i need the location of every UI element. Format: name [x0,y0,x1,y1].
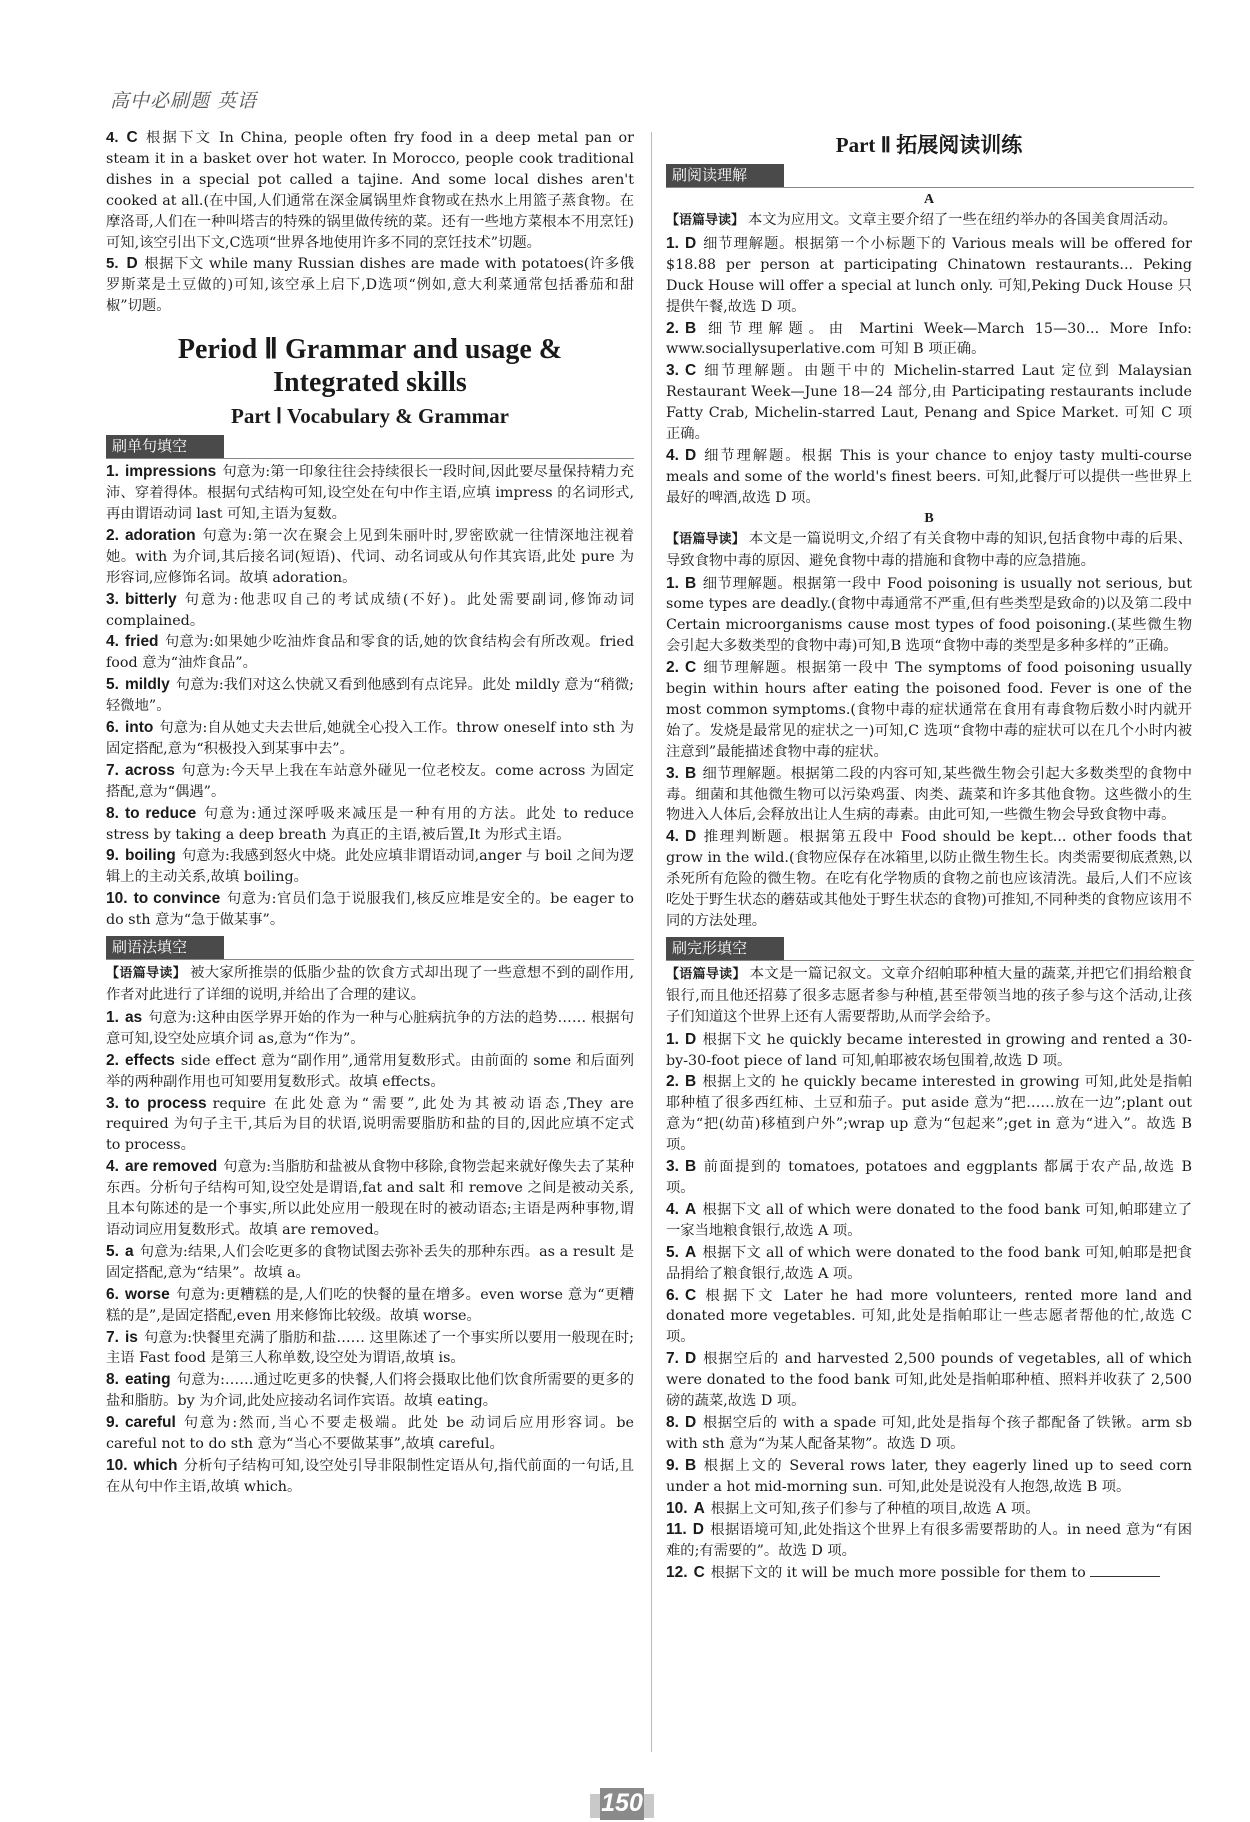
answer-entry [106,128,634,253]
item-number: 8. [106,804,119,822]
item-number: 4. [106,1158,119,1176]
explanation: 根据上文可知,孩子们参与了种植的项目,故选 A 项。 [710,1500,1040,1517]
answer-entry [106,1413,634,1455]
answer-entry [666,827,1192,932]
answer-key: D [684,1030,697,1048]
answer-key: A [684,1243,697,1261]
answer-key: B [684,1158,697,1176]
item-number: 10. [666,1499,688,1517]
answer-key: C [684,362,697,380]
guide-label: 【语篇导读】 [666,966,746,982]
answer-key: C [684,1286,697,1304]
section-grammar-fill: 刷语法填空 [106,936,224,959]
answer-key: boiling [124,847,176,865]
explanation: 句意为:第一次在聚会上见到朱丽叶时,罗密欧就一往情深地注视着她。with 为介词,其后接名词(短语)、代词、动名词或从句作其宾语,此处 pure 为形容词,应修饰名词。故填 adoration。 [106,527,634,586]
explanation: 句意为:通过深呼吸来减压是一种有用的方法。此处 to reduce stress by taking a deep breath 为真正的主语,被后置,It 为形式主语。 [106,805,634,843]
explanation: 句意为:更糟糕的是,人们吃的快餐的量在增多。even worse 意为“更糟糕的是”,是固定搭配,even 用来修饰比较级。故填 worse。 [106,1286,634,1324]
answer-entry [106,761,634,803]
item-number: 3. [106,1094,119,1112]
answer-key: is [124,1328,138,1346]
answer-key: D [684,446,697,464]
answer-key: C [126,129,138,146]
answer-key: D [692,1521,704,1539]
answer-entry [666,319,1192,361]
item-number: 7. [106,761,119,779]
answer-entry [106,675,634,717]
answer-key: worse [124,1285,170,1303]
guide-label: 【语篇导读】 [106,966,187,982]
answer-entry [666,658,1192,763]
answer-entry [666,1200,1192,1242]
explanation: 句意为:第一印象往往会持续很长一段时间,因此要尽量保持精力充沛、穿着得体。根据句式结构可知,设空处在句中作主语,应填 impress 的名词形式,再由谓语动词 last 可知,主语为复数。 [106,464,634,522]
item-number: 4. [666,828,679,846]
explanation: 句意为:如果她少吃油炸食品和零食的话,她的饮食结构会有所改观。fried food 意为“油炸食品”。 [106,634,634,672]
answer-entry [106,1456,634,1498]
answer-entry [106,254,634,317]
column-divider [651,132,652,1752]
explanation: 细节理解题。由 Martini Week—March 15—30... More Info: www.sociallysuperlative.com 可知 B 项正确。 [666,320,1192,358]
explanation: 根据下文 while many Russian dishes are made with potatoes(许多俄罗斯菜是土豆做的)可知,该空承上启下,D选项“例如,意大利菜通常包括番茄和甜椒”切题。 [106,256,634,315]
answer-key: a [124,1242,134,1260]
answer-key: B [684,1073,697,1091]
explanation: 细节理解题。根据第一个小标题下的 Various meals will be offered for $18.88 per person at participating Chinatown restaurants... Peking Duck House will offer a special at lunch only. 可知,Peking Duck House 只提供午餐,故选 D 项。 [666,235,1192,315]
answer-key: C [693,1564,705,1582]
answer-key: to process [124,1094,207,1112]
item-number: 6. [106,719,119,737]
answer-key: A [684,1200,697,1218]
answer-key: D [684,1413,697,1431]
answer-entry [666,1030,1192,1072]
item-number: 3. [666,1158,679,1176]
answer-key: to reduce [124,804,197,822]
item-number: 12. [666,1564,688,1582]
answer-entry [666,1520,1192,1562]
answer-key: D [684,828,697,846]
answer-entry [106,1008,634,1050]
explanation: 根据下文 In China, people often fry food in a deep metal pan or steam it in a basket over hot water. In Morocco, people cook traditional dishes in a special pot called a tajine. And some local dishes aren't cooked at all.(在中国,人们通常在深金属锅里炸食物或在热水上用篮子蒸食物。在摩洛哥,人们在一种叫塔吉的特殊的锅里做传统的菜。还有一些地方菜根本不用烹饪)可知,该空引出下文,C选项“世界各地使用许多不同的烹饪技术”切题。 [106,130,634,251]
answer-entry [666,1286,1192,1349]
explanation: 前面提到的 tomatoes, potatoes and eggplants 都属于农产品,故选 B 项。 [666,1159,1192,1196]
explanation: 句意为:我们对这么快就又看到他感到有点诧异。此处 mildly 意为“稍微;轻微地”。 [106,677,634,715]
answer-entry [666,764,1192,827]
item-number: 2. [666,1073,679,1091]
answer-entry [106,590,634,632]
explanation: 根据下文 Later he had more volunteers, rented more land and donated more vegetables. 可知,此处是指帕耶让一些志愿者帮他的忙,故选 C 项。 [666,1287,1192,1346]
answer-entry [106,1242,634,1284]
answer-entry [106,526,634,589]
explanation: 句意为:他悲叹自己的考试成绩(不好)。此处需要副词,修饰动词 complained。 [106,591,634,629]
answer-entry [106,1157,634,1241]
answer-entry [666,234,1192,318]
answer-key: A [693,1499,705,1517]
explanation: 句意为:我感到怒火中烧。此处应填非谓语动词,anger 与 boil 之间为逻辑上的主动关系,故填 boiling。 [106,848,634,886]
item-number: 4. [106,129,119,146]
item-number: 4. [666,1200,679,1218]
item-number: 7. [106,1328,119,1346]
item-number: 8. [666,1413,679,1431]
item-number: 3. [666,362,679,380]
explanation: 根据空后的 with a spade 可知,此处是指每个孩子都配备了铁锹。arm sb with sth 意为“为某人配备某物”。故选 D 项。 [666,1414,1192,1452]
answer-entry [106,889,634,931]
explanation: 根据上文的 he quickly became interested in growing 可知,此处是指帕耶种植了很多西红柿、土豆和茄子。put aside 意为“把……放在一边”;plant out 意为“把(幼苗)移植到户外”;wrap up 意为“包起来”;get in 意为“进入”。故选 B 项。 [666,1074,1192,1154]
answer-key: fried [124,633,159,651]
item-number: 9. [106,1414,119,1432]
item-number: 4. [666,446,679,464]
answer-entry [666,1413,1192,1455]
answer-key: D [684,1350,697,1368]
item-number: 9. [666,1456,679,1474]
explanation: 细节理解题。根据第一段中 The symptoms of food poisoning usually begin within hours after eating the poisoned food. Fever is one of the most common symptoms.(食物中毒的症状通常在食用有毒食物后数小时内就开始了。发烧是最常见的症状之一)可知,C 选项“食物中毒的症状可以在几个小时内被注意到”最能描述食物中毒的症状。 [666,660,1192,760]
explanation: 细节理解题。根据第一段中 Food poisoning is usually not serious, but some types are deadly.(食物中毒通常不严重,但有些类型是致命的)以及第二段中 Certain microorganisms cause most types of food poisoning.(某些微生物会引起大多数类型的食物中毒)可知,B 选项“食物中毒的类型是多种多样的”正确。 [666,575,1192,655]
answer-key: B [684,1456,697,1474]
explanation: 推理判断题。根据第五段中 Food should be kept... other foods that grow in the wild.(食物应保存在冰箱里,以防止微生物生长。肉类需要彻底煮熟,以杀死所有危险的微生物。在吃有化学物质的食物之前也应该清洗。最后,人们不应该吃处于野生状态的蘑菇或其他处于野生状态的食物)可推知,不同种类的食物应该用不同的方法处理。 [666,829,1192,929]
item-number: 5. [106,1242,119,1260]
answer-key: adoration [124,526,196,544]
explanation: 句意为:结果,人们会吃更多的食物试图去弥补丢失的那种东西。as a result 是固定搭配,意为“结果”。故填 a。 [106,1243,634,1281]
page-number-badge [590,1788,654,1822]
explanation: 句意为:官员们急于说服我们,核反应堆是安全的。be eager to do sth 意为“急于做某事”。 [106,891,634,929]
section-sentence-fill: 刷单句填空 [106,435,224,458]
item-number: 7. [666,1350,679,1368]
item-number: 6. [666,1286,679,1304]
item-number: 1. [106,463,119,481]
answer-key: into [124,719,154,737]
answer-key: which [133,1456,178,1474]
answer-entry [666,1072,1192,1156]
answer-entry [666,1349,1192,1412]
answer-entry [666,361,1192,445]
guide-label: 【语篇导读】 [666,531,745,547]
answer-entry [106,1051,634,1093]
explanation: 根据下文 all of which were donated to the food bank 可知,帕耶建立了一家当地粮食银行,故选 A 项。 [666,1201,1192,1239]
explanation: 分析句子结构可知,设空处引导非限制性定语从句,指代前面的一句话,且在从句中作主语,故填 which。 [106,1457,634,1495]
explanation: 句意为:这种由医学界开始的作为一种与心脏病抗争的方法的趋势…… 根据句意可知,设空处应填介词 as,意为“作为”。 [106,1009,634,1047]
answer-entry [106,804,634,846]
item-number: 1. [666,574,679,592]
explanation: 根据语境可知,此处指这个世界上有很多需要帮助的人。in need 意为“有困难的;有需要的”。故选 D 项。 [666,1522,1192,1560]
explanation: 根据下文 he quickly became interested in growing and rented a 30-by-30-foot piece of land 可知,帕耶被农场包围着,故选 D 项。 [666,1031,1192,1069]
answer-key: across [124,761,175,779]
answer-entry [106,462,634,525]
blank-line [1090,1576,1160,1577]
explanation: 细节理解题。根据第二段的内容可知,某些微生物会引起大多数类型的食物中毒。细菌和其他微生物可以污染鸡蛋、肉类、蔬菜和许多其他食物。这些微小的生物进入人体后,会释放出让人生病的毒素。由此可知,一些微生物会导致食物中毒。 [666,765,1192,824]
item-number: 10. [106,890,128,908]
item-number: 3. [106,590,119,608]
section-reading: 刷阅读理解 [666,164,784,187]
passage-guide [106,963,634,1006]
explanation: 句意为:自从她丈夫去世后,她就全心投入工作。throw oneself into sth 为固定搭配,意为“积极投入到某事中去”。 [106,720,634,757]
explanation: 根据空后的 and harvested 2,500 pounds of vegetables, all of which were donated to the food bank 可知,此处是指帕耶种植、照料并收获了 2,500 磅的蔬菜,故选 D 项。 [666,1351,1192,1410]
passage-guide [666,964,1192,1028]
period-title: Period Ⅱ Grammar and usage & Integrated skills [177,334,563,399]
explanation: 根据下文 all of which were donated to the food bank 可知,帕耶是把食品捐给了粮食银行,故选 A 项。 [666,1244,1192,1282]
item-number: 5. [106,255,119,273]
left-column [106,128,634,1499]
answer-key: mildly [124,676,170,694]
item-number: 1. [106,1008,119,1026]
guide-text: 被大家所推崇的低脂少盐的饮食方式却出现了一些意想不到的副作用,作者对此进行了详细的说明,并给出了合理的建议。 [106,965,634,1003]
guide-text: 本文是一篇说明文,介绍了有关食物中毒的知识,包括食物中毒的后果、导致食物中毒的原因、避免食物中毒的措施和食物中毒的应急措施。 [666,530,1192,569]
item-number: 10. [106,1456,128,1474]
answer-entry [106,1285,634,1327]
explanation: 根据上文的 Several rows later, they eagerly lined up to seed corn under a hot mid-morning sun. 可知,此处是说没有人抱怨,故选 B 项。 [666,1457,1192,1495]
explanation: 句意为:……通过吃更多的快餐,人们将会摄取比他们饮食所需要的更多的盐和脂肪。by 为介词,此处应接动名词作宾语。故填 eating。 [106,1372,634,1410]
item-number: 2. [666,319,679,337]
answer-key: eating [124,1371,171,1389]
book-title: 高中必刷题 英语 [110,90,258,112]
explanation: 句意为:然而,当心不要走极端。此处 be 动词后应用形容词。be careful not to do sth 意为“当心不要做某事”,故填 careful。 [106,1415,634,1453]
item-number: 1. [666,1030,679,1048]
item-number: 11. [666,1521,687,1539]
part-1-title: Part Ⅰ Vocabulary & Grammar [231,404,509,429]
answer-entry [106,718,634,760]
answer-entry [666,1499,1192,1520]
explanation: side effect 意为“副作用”,通常用复数形式。由前面的 some 和后面列举的两种副作用也可知要用复数形式。故填 effects。 [106,1052,634,1090]
answer-key: as [124,1008,143,1026]
part-2-title: Part Ⅱ 拓展阅读训练 [835,133,1023,157]
guide-text: 本文是一篇记叙文。文章介绍帕耶种植大量的蔬菜,并把它们捐给粮食银行,而且他还招募了很多志愿者参与种植,甚至带领当地的孩子参与这个活动,让孩子们知道这个世界上还有人需要帮助,从而学会给予。 [666,965,1192,1025]
answer-key: impressions [124,463,217,481]
item-number: 4. [106,633,119,651]
answer-entry [666,1157,1192,1199]
answer-key: effects [124,1051,175,1069]
item-number: 5. [666,1243,679,1261]
answer-key: D [684,234,697,252]
item-number: 2. [106,526,119,544]
guide-label: 【语篇导读】 [666,213,745,228]
answer-key: D [126,255,138,273]
item-number: 3. [666,764,679,782]
answer-entry [666,1243,1192,1285]
answer-entry [666,574,1192,658]
item-number: 9. [106,847,119,865]
answer-key: C [684,659,697,677]
explanation: 句意为:当脂肪和盐被从食物中移除,食物尝起来就好像失去了某种东西。分析句子结构可知,设空处是谓语,fat and salt 和 remove 之间是被动关系,且本句陈述的是一个事实,所以此处应用一般现在时的被动语态;主语是两种事物,谓语动词应用复数形式。故填 are removed。 [106,1159,634,1238]
passage-label-a: A [923,192,935,207]
item-number: 2. [106,1051,119,1069]
section-cloze: 刷完形填空 [666,937,784,960]
answer-entry [666,1563,1192,1584]
explanation: 句意为:今天早上我在车站意外碰见一位老校友。come across 为固定搭配,意为“偶遇”。 [106,762,634,800]
answer-key: B [684,574,697,592]
answer-entry [666,1456,1192,1498]
guide-text: 本文为应用文。文章主要介绍了一些在纽约举办的各国美食周活动。 [748,212,1177,228]
page-number: 150 [601,1789,643,1817]
answer-key: B [684,319,697,337]
answer-entry [106,1094,634,1157]
item-number: 6. [106,1285,119,1303]
answer-key: B [684,764,697,782]
explanation: 细节理解题。根据 This is your chance to enjoy tasty multi-course meals and some of the world's finest beers. 可知,此餐厅可以提供一些世界上最好的啤酒,故选 D 项。 [666,447,1192,506]
answer-entry [106,632,634,674]
item-number: 2. [666,659,679,677]
answer-key: careful [124,1414,176,1432]
answer-key: are removed [124,1158,218,1176]
explanation: require 在此处意为“需要”,此处为其被动语态,They are required 为句子主干,其后为目的状语,说明需要脂肪和盐的目的,因此应填不定式 to process。 [106,1095,635,1154]
answer-key: to convince [133,890,221,908]
passage-label-b: B [924,510,934,526]
answer-key: bitterly [124,590,177,608]
explanation: 细节理解题。由题干中的 Michelin-starred Laut 定位到 Malaysian Restaurant Week—June 18—24 部分,由 Participating restaurants include Fatty Crab, Michelin-starred Laut, Penang and Spice Market. 可知 C 项正确。 [666,363,1192,443]
answer-entry [106,1370,634,1412]
item-number: 5. [106,676,119,694]
item-number: 8. [106,1371,119,1389]
explanation: 句意为:快餐里充满了脂肪和盐…… 这里陈述了一个事实所以要用一般现在时;主语 Fast food 是第三人称单数,设空处为谓语,故填 is。 [106,1329,634,1367]
answer-entry [666,446,1192,509]
explanation: 根据下文的 it will be much more possible for them to [710,1565,1086,1582]
passage-guide [666,210,1192,232]
answer-entry [106,846,634,888]
item-number: 1. [666,234,679,252]
answer-entry [106,1328,634,1370]
passage-guide [666,529,1192,572]
right-column [666,128,1192,1585]
